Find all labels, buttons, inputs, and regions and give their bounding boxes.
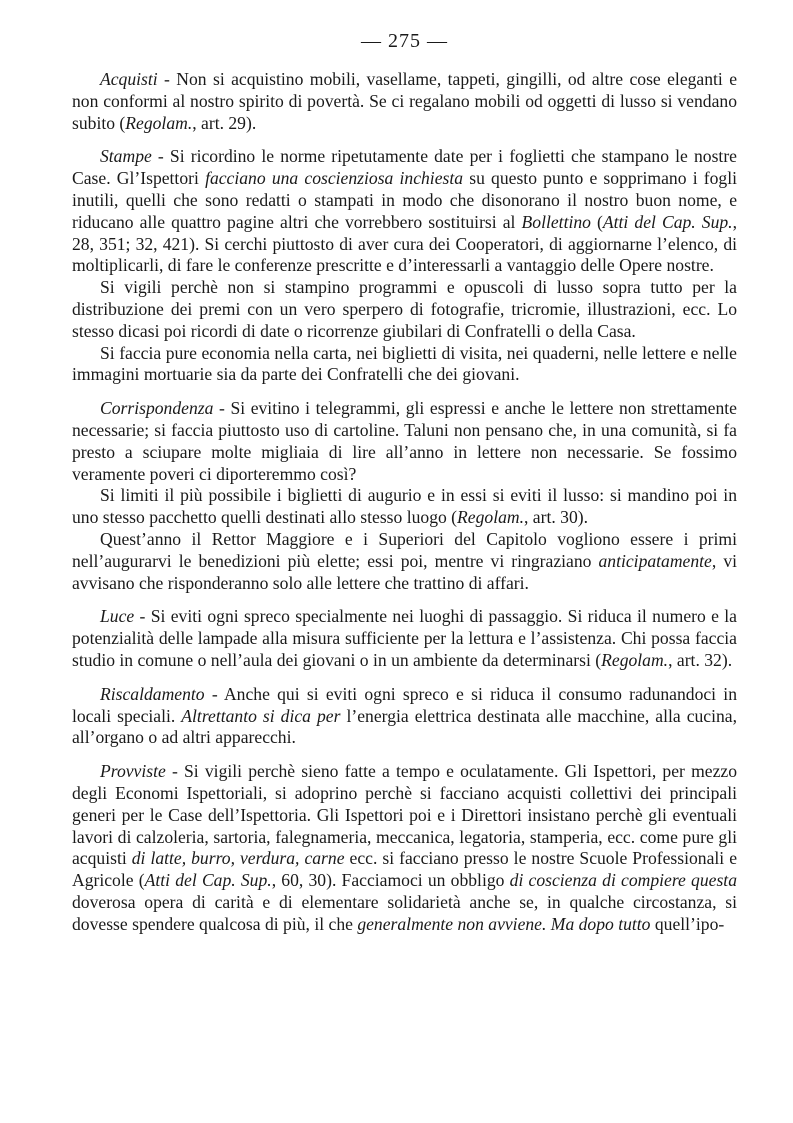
paragraph: [72, 343, 737, 387]
emphasis-text: Regolam.: [601, 649, 669, 670]
text-run: Si limiti il più possibile i biglietti di augurio e in essi si eviti il lusso: si mandino poi in uno stesso pacchetto quelli destinati allo stesso luogo (: [72, 485, 737, 528]
text-run: doverosa opera di carità e di elementare solidarietà anche se, in qualche circostanza, si dovesse spendere qualcosa di più, il che: [72, 891, 737, 934]
text-run: - Non si acquistino mobili, vasellame, tappeti, gingilli, od altre cose eleganti e non conformi al nostro spirito di povertà. Se ci regalano mobili od oggetti di lusso si vendano subito (: [72, 69, 737, 133]
section-paragraph: [72, 684, 737, 749]
paragraph: [72, 485, 737, 529]
emphasis-text: di latte, burro, verdura, carne: [131, 848, 345, 869]
text-run: - Si evitino i telegrammi, gli espressi e anche le lettere non strettamente necessarie; si faccia piuttosto uso di cartoline. Taluni non pensano che, in una comunità, si fa presto a sciupare molte migliaia di lire all’anno in lettere non necessarie. Se fossimo veramente poveri ci diporteremmo così?: [72, 398, 737, 484]
text-run: Si vigili perchè non si stampino programmi e opuscoli di lusso sopra tutto per la distribuzione dei premi con un vero sperpero di fotografie, tricromie, illustrazioni, ecc. Lo stesso dicasi poi ricordi di date o ricorrenze giubilari di Confratelli o della Casa.: [72, 277, 737, 341]
section-heading: Luce: [100, 606, 135, 627]
section-paragraph: [72, 761, 737, 935]
section-heading: Provviste: [100, 761, 166, 782]
text-run: - Si ricordino le norme ripetutamente date per i foglietti che stampano le nostre Case. Gl’Ispettori: [72, 146, 737, 189]
paragraph: [72, 277, 737, 342]
text-run: , vi avvisano che risponderanno solo alle lettere che trattino di affari.: [72, 550, 738, 593]
text-run: - Anche qui si eviti ogni spreco e si riduca il consumo radunandoci in locali speciali.: [72, 683, 737, 726]
emphasis-text: Regolam.: [457, 507, 524, 528]
text-run: , art. 30).: [524, 507, 589, 528]
text-run: , art. 29).: [192, 112, 257, 133]
section-heading: Corrispondenza: [100, 398, 214, 419]
text-run: ecc. si facciano presso le nostre Scuole Professionali e Agricole (: [72, 848, 738, 891]
text-run: , 28, 351; 32, 421). Si cerchi piuttosto di aver cura dei Cooperatori, di aggiornarne l’elenco, di moltiplicarli, di fare le conferenze prescritte e d’interessarli a vantaggio delle Opere nostre.: [72, 211, 737, 276]
section-heading: Stampe: [100, 146, 152, 167]
text-run: l’energia elettrica destinata alle macchine, alla cucina, all’organo o ad altri apparecchi.: [72, 705, 737, 748]
text-run: quell’ipo-: [650, 913, 725, 934]
paragraph: [72, 529, 737, 594]
section-paragraph: [72, 69, 737, 134]
text-run: - Si eviti ogni spreco specialmente nei luoghi di passaggio. Si riduca il numero e la potenzialità delle lampade alla misura sufficiente per la lettura e l’assistenza. Chi possa faccia studio in comune o nell’aula dei giovani o in un ambiente da determinarsi (: [72, 606, 737, 670]
emphasis-text: Atti del Cap. Sup.: [144, 870, 272, 891]
text-run: , art. 32).: [668, 649, 733, 670]
text-run: , 60, 30). Facciamoci un obbligo: [271, 870, 510, 891]
text-run: - Si vigili perchè sieno fatte a tempo e oculatamente. Gli Ispettori, per mezzo degli Economi Ispettoriali, si adoprino perchè si facciano acquisti collettivi dei principali generi per le Case dell’Ispettoria. Gli Ispettori poi e i Direttori insistano perchè gli eventuali lavori di calzoleria, sartoria, falegnameria, meccanica, legatoria, stamperia, ecc. come pure gli acquisti: [72, 761, 737, 869]
emphasis-text: Regolam.: [125, 112, 193, 133]
emphasis-text: Altrettanto si dica per: [181, 705, 341, 726]
page-number: — 275 —: [361, 30, 448, 52]
emphasis-text: Bollettino: [521, 211, 591, 232]
emphasis-text: generalmente non avviene. Ma dopo tutto: [357, 913, 651, 934]
text-run: Si faccia pure economia nella carta, nei biglietti di visita, nei quaderni, nelle lettere e nelle immagini mortuarie sia da parte dei Confratelli che dei giovani.: [72, 342, 737, 385]
emphasis-text: di coscienza di compiere questa: [509, 870, 737, 891]
section-heading: Riscaldamento: [100, 683, 205, 704]
section-paragraph: [72, 146, 737, 277]
section-heading: Acquisti: [100, 69, 158, 89]
emphasis-text: anticipatamente: [598, 550, 712, 571]
emphasis-text: Atti del Cap. Sup.: [602, 211, 733, 232]
text-run: (: [590, 211, 603, 232]
emphasis-text: facciano una coscienziosa inchiesta: [205, 168, 464, 189]
text-run: Quest’anno il Rettor Maggiore e i Superiori del Capitolo vogliono essere i primi nell’augurarvi le benedizioni più elette; essi poi, mentre vi ringraziano: [72, 528, 737, 571]
text-run: su questo punto e sopprimano i fogli inutili, quelli che sono redatti o stampati in modo che disonorano il nostro buon nome, e riducano alle quattro pagine altri che vorrebbero sostituirsi al: [72, 168, 737, 232]
section-paragraph: [72, 606, 737, 671]
section-paragraph: [72, 398, 737, 485]
page-body: [72, 69, 737, 935]
